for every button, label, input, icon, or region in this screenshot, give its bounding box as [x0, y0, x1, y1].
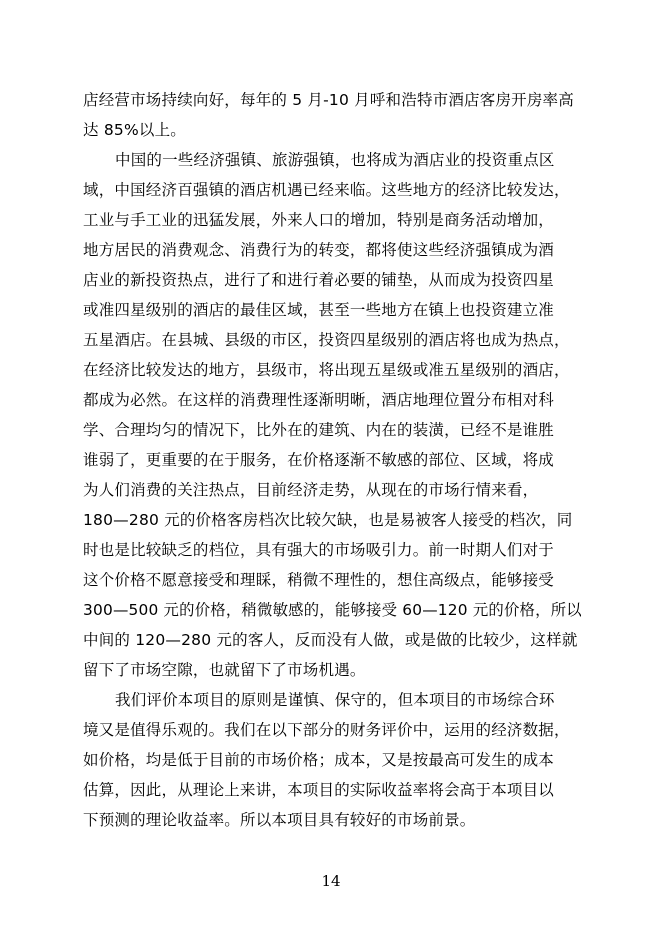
text-line: 店经营市场持续向好，每年的 5 月-10 月呼和浩特市酒店客房开房率高: [83, 91, 574, 109]
text-line: 店业的新投资热点，进行了和进行着必要的铺垫，从而成为投资四星: [83, 271, 555, 289]
text-line: 180—280 元的价格客房档次比较欠缺，也是易被客人接受的档次，同: [83, 511, 573, 529]
text-line: 在经济比较发达的地方，县级市，将出现五星级或准五星级别的酒店，: [83, 361, 570, 379]
text-line: 中间的 120—280 元的客人，反而没有人做，或是做的比较少，这样就: [83, 631, 578, 649]
text-line: 估算，因此，从理论上来讲，本项目的实际收益率将会高于本项目以: [83, 781, 555, 799]
text-line: 五星酒店。在县城、县级的市区，投资四星级别的酒店将也成为热点，: [83, 331, 570, 349]
page-number: 14: [321, 872, 341, 890]
text-line: 如价格，均是低于目前的市场价格；成本，又是按最高可发生的成本: [83, 751, 555, 769]
paragraph-first-line: 我们评价本项目的原则是谨慎、保守的，但本项目的市场综合环: [115, 691, 555, 709]
text-line: 境又是值得乐观的。我们在以下部分的财务评价中，运用的经济数据，: [83, 721, 570, 739]
text-line: 300—500 元的价格，稍微敏感的，能够接受 60—120 元的价格，所以: [83, 601, 582, 619]
text-line: 都成为必然。在这样的消费理性逐渐明晰，酒店地理位置分布相对科: [83, 391, 555, 409]
text-line: 达 85%以上。: [83, 121, 186, 139]
text-line: 地方居民的消费观念、消费行为的转变，都将使这些经济强镇成为酒: [83, 241, 555, 259]
text-line: 工业与手工业的迅猛发展，外来人口的增加，特别是商务活动增加，: [83, 211, 555, 229]
text-line: 或准四星级别的酒店的最佳区域，甚至一些地方在镇上也投资建立准: [83, 301, 555, 319]
text-line: 留下了市场空隙，也就留下了市场机遇。: [83, 661, 366, 679]
text-line: 域，中国经济百强镇的酒店机遇已经来临。这些地方的经济比较发达，: [83, 181, 570, 199]
text-line: 这个价格不愿意接受和理睬，稍微不理性的，想住高级点，能够接受: [83, 571, 555, 589]
text-line: 下预测的理论收益率。所以本项目具有较好的市场前景。: [83, 811, 476, 829]
text-line: 学、合理均匀的情况下，比外在的建筑、内在的装潢，已经不是谁胜: [83, 421, 555, 439]
paragraph-first-line: 中国的一些经济强镇、旅游强镇，也将成为酒店业的投资重点区: [115, 151, 555, 169]
text-line: 为人们消费的关注热点，目前经济走势，从现在的市场行情来看，: [83, 481, 539, 499]
text-line: 时也是比较缺乏的档位，具有强大的市场吸引力。前一时期人们对于: [83, 541, 555, 559]
text-line: 谁弱了，更重要的在于服务，在价格逐渐不敏感的部位、区域，将成: [83, 451, 555, 469]
